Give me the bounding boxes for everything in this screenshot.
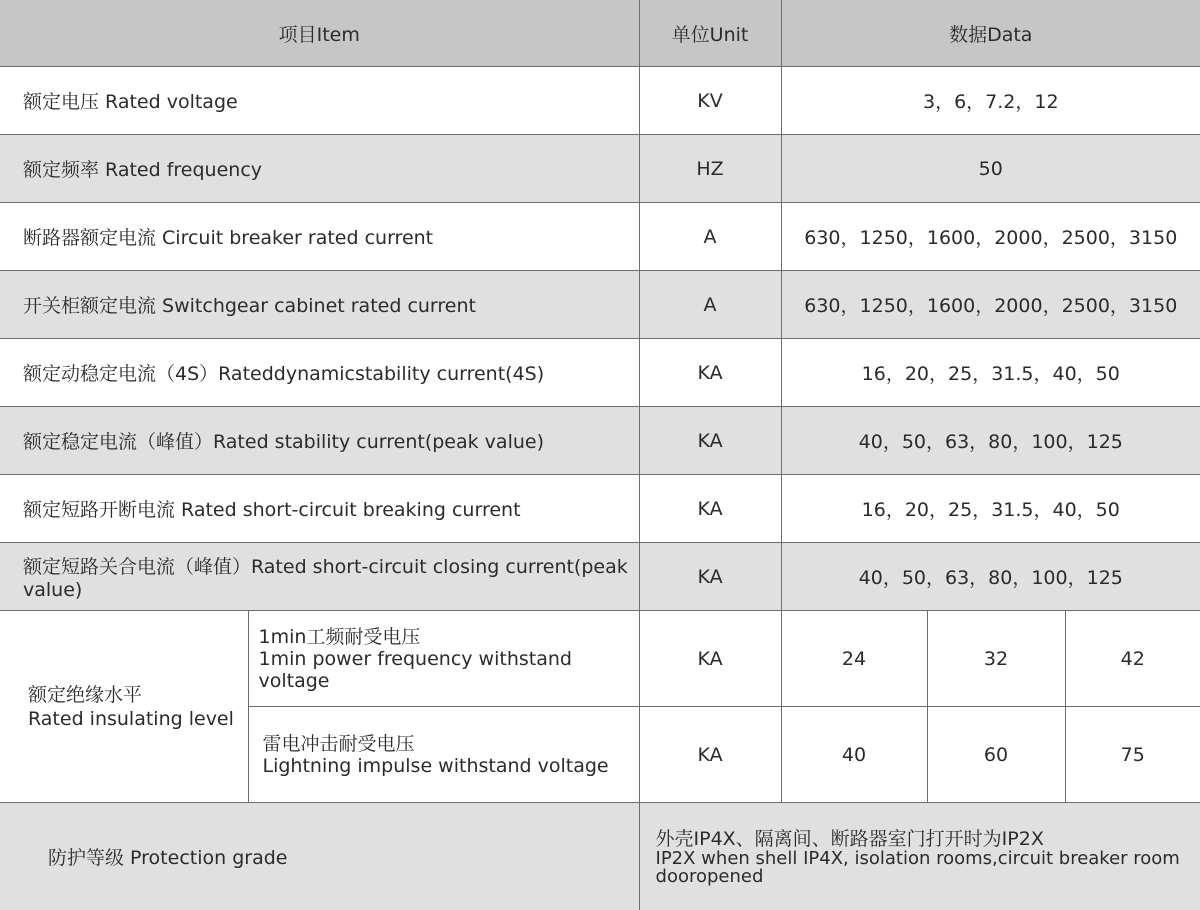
insulation-label — [0, 611, 248, 803]
row-item: 开关柜额定电流 Switchgear cabinet rated current — [0, 271, 639, 339]
row-unit: HZ — [639, 135, 781, 203]
power-frequency-label-en: 1min power frequency withstand voltage — [259, 648, 639, 692]
row-unit: KV — [639, 67, 781, 135]
table-row — [0, 67, 1200, 135]
row-item: 额定频率 Rated frequency — [0, 135, 639, 203]
row-data: 630，1250，1600，2000，2500，3150 — [781, 203, 1200, 271]
row-unit: KA — [639, 407, 781, 475]
power-frequency-label-zh: 1min工频耐受电压 — [259, 626, 639, 648]
protection-data-en: IP2X when shell IP4X, isolation rooms,circuit breaker room dooropened — [656, 850, 1200, 886]
row-item: 额定短路开断电流 Rated short-circuit breaking current — [0, 475, 639, 543]
header-unit: 单位Unit — [639, 0, 781, 67]
protection-label: 防护等级 Protection grade — [0, 803, 639, 910]
row-data: 630，1250，1600，2000，2500，3150 — [781, 271, 1200, 339]
insulation-label-zh: 额定绝缘水平 — [28, 683, 248, 707]
table-row — [0, 543, 1200, 611]
power-frequency-value: 42 — [1065, 611, 1200, 707]
lightning-impulse-value: 40 — [781, 707, 927, 803]
protection-data — [639, 803, 1200, 910]
row-item: 额定短路关合电流（峰值）Rated short-circuit closing current(peak value) — [0, 543, 639, 611]
table-row — [0, 271, 1200, 339]
header-row — [0, 0, 1200, 67]
lightning-impulse-unit: KA — [639, 707, 781, 803]
row-item: 额定电压 Rated voltage — [0, 67, 639, 135]
row-data: 40，50，63，80，100，125 — [781, 543, 1200, 611]
row-data: 3，6，7.2，12 — [781, 67, 1200, 135]
row-data: 40，50，63，80，100，125 — [781, 407, 1200, 475]
protection-row — [0, 803, 1200, 910]
table-row — [0, 339, 1200, 407]
insulation-label-en: Rated insulating level — [28, 707, 248, 731]
row-unit: A — [639, 271, 781, 339]
power-frequency-unit: KA — [639, 611, 781, 707]
header-item: 项目Item — [0, 0, 639, 67]
row-data: 16，20，25，31.5，40，50 — [781, 475, 1200, 543]
lightning-impulse-label-zh: 雷电冲击耐受电压 — [263, 733, 639, 755]
row-item: 额定稳定电流（峰值）Rated stability current(peak value) — [0, 407, 639, 475]
row-item: 断路器额定电流 Circuit breaker rated current — [0, 203, 639, 271]
row-unit: KA — [639, 475, 781, 543]
table-row — [0, 475, 1200, 543]
power-frequency-value: 24 — [781, 611, 927, 707]
row-data: 16，20，25，31.5，40，50 — [781, 339, 1200, 407]
table-row — [0, 203, 1200, 271]
power-frequency-label — [248, 611, 639, 707]
row-unit: A — [639, 203, 781, 271]
protection-data-zh: 外壳IP4X、隔离间、断路器室门打开时为IP2X — [656, 828, 1200, 850]
table-row — [0, 135, 1200, 203]
row-data: 50 — [781, 135, 1200, 203]
lightning-impulse-label — [248, 707, 639, 803]
header-data: 数据Data — [781, 0, 1200, 67]
row-unit: KA — [639, 339, 781, 407]
insulation-row — [0, 611, 1200, 707]
lightning-impulse-label-en: Lightning impulse withstand voltage — [263, 755, 639, 777]
power-frequency-value: 32 — [927, 611, 1065, 707]
lightning-impulse-value: 60 — [927, 707, 1065, 803]
lightning-impulse-value: 75 — [1065, 707, 1200, 803]
row-unit: KA — [639, 543, 781, 611]
table-row — [0, 407, 1200, 475]
row-item: 额定动稳定电流（4S）Rateddynamicstability current(4S) — [0, 339, 639, 407]
